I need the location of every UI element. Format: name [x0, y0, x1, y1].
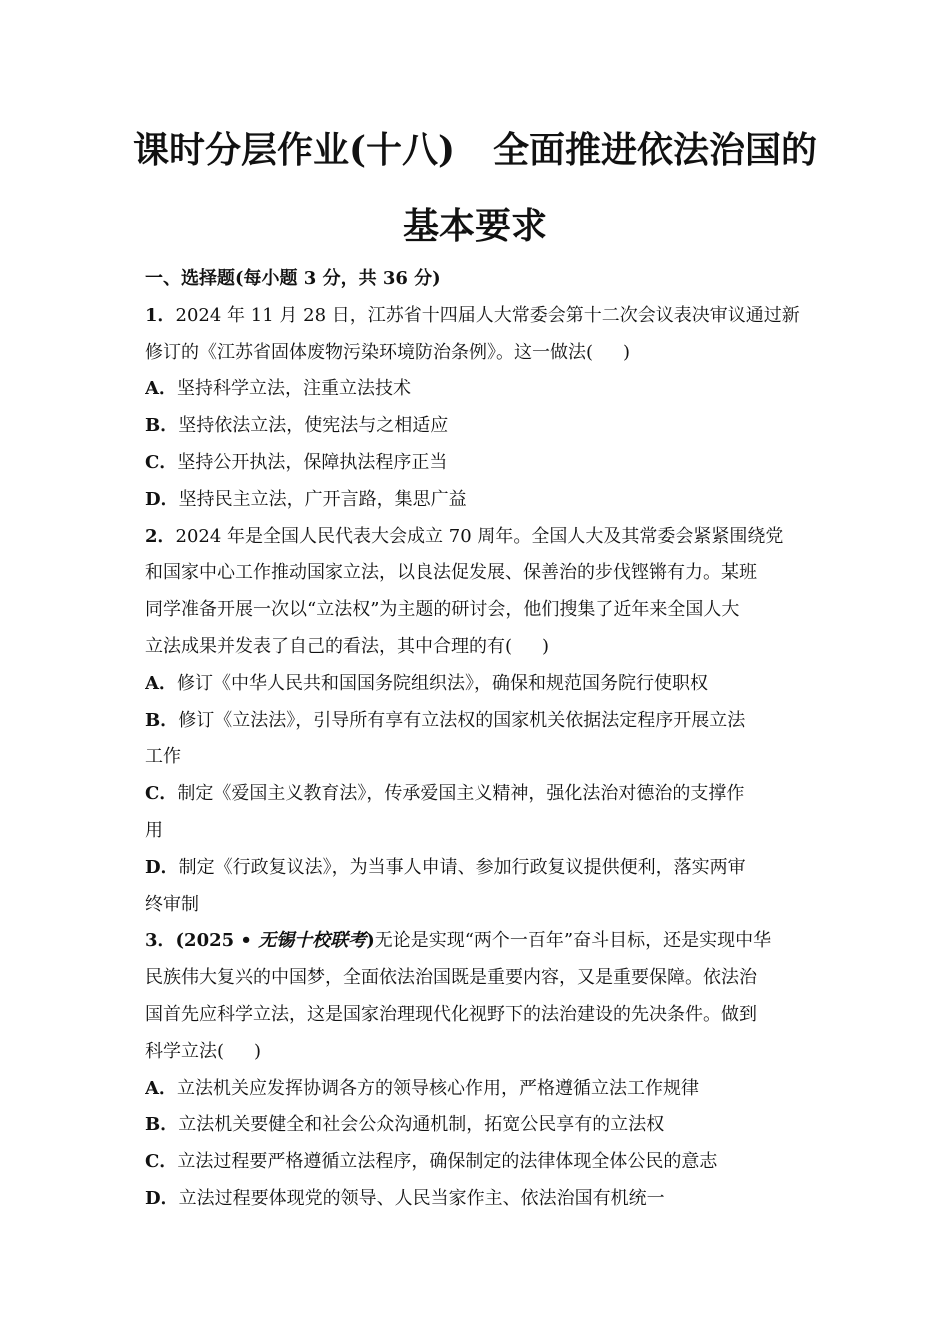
question-2-stem-line: 2．2024 年是全国人民代表大会成立 70 周年。全国人大及其常委会紧紧围绕党 — [145, 525, 784, 547]
question-1-option-b: B．坚持依法立法，使宪法与之相适应 — [145, 415, 449, 437]
question-3-option-d: D．立法过程要体现党的领导、人民当家作主、依法治国有机统一 — [145, 1187, 665, 1209]
page-title-line-1 — [0, 130, 950, 170]
question-1-stem-line: 修订的《江苏省固体废物污染环境防治条例》。这一做法( ) — [145, 341, 631, 363]
question-3-option-b: B．立法机关要健全和社会公众沟通机制，拓宽公民享有的立法权 — [145, 1114, 665, 1136]
title-part-b: 全面推进依法治国的 — [493, 129, 818, 171]
question-2-option-b: B．修订《立法法》，引导所有享有立法权的国家机关依据法定程序开展立法 — [145, 709, 746, 731]
question-2-option-d-cont: 终审制 — [145, 893, 199, 915]
question-3-stem-line: 国首先应科学立法，这是国家治理现代化视野下的法治建设的先决条件。做到 — [145, 1003, 757, 1025]
question-1-option-d: D．坚持民主立法，广开言路，集思广益 — [145, 488, 467, 510]
question-3-stem-line: 科学立法( ) — [145, 1040, 262, 1062]
question-3-stem-line: 3．(2025 • 无锡十校联考)无论是实现“两个一百年”奋斗目标，还是实现中华 — [145, 930, 772, 952]
section-heading: 一、选择题(每小题 3 分，共 36 分) — [145, 268, 441, 289]
question-3-stem-line: 民族伟大复兴的中国梦，全面依法治国既是重要内容，又是重要保障。依法治 — [145, 967, 757, 989]
question-1-option-c: C．坚持公开执法，保障执法程序正当 — [145, 451, 448, 473]
question-3-option-c: C．立法过程要严格遵循立法程序，确保制定的法律体现全体公民的意志 — [145, 1151, 718, 1173]
question-2-stem-line: 同学准备开展一次以“立法权”为主题的研讨会，他们搜集了近年来全国人大 — [145, 599, 740, 621]
question-2-option-c: C．制定《爱国主义教育法》，传承爱国主义精神，强化法治对德治的支撑作 — [145, 783, 745, 805]
question-2-option-c-cont: 用 — [145, 819, 163, 841]
question-3-option-a: A．立法机关应发挥协调各方的领导核心作用，严格遵循立法工作规律 — [145, 1077, 699, 1099]
question-3-source: 无锡十校联考 — [258, 930, 367, 952]
question-2-stem-line: 立法成果并发表了自己的看法，其中合理的有( ) — [145, 635, 550, 657]
question-2-option-a: A．修订《中华人民共和国国务院组织法》，确保和规范国务院行使职权 — [145, 672, 708, 694]
question-2-stem-line: 和国家中心工作推动国家立法，以良法促发展、保善治的步伐铿锵有力。某班 — [145, 562, 757, 584]
question-1-option-a: A．坚持科学立法，注重立法技术 — [145, 378, 411, 400]
page-title-line-2: 基本要求 — [402, 205, 547, 247]
question-2-option-d: D．制定《行政复议法》，为当事人申请、参加行政复议提供便利，落实两审 — [145, 856, 746, 878]
question-list — [145, 261, 810, 1218]
title-part-a: 课时分层作业(十八) — [132, 129, 456, 171]
question-1-stem-line: 1．2024 年 11 月 28 日，江苏省十四届人大常委会第十二次会议表决审议通过新 — [145, 304, 800, 326]
question-2-option-b-cont: 工作 — [145, 746, 181, 768]
